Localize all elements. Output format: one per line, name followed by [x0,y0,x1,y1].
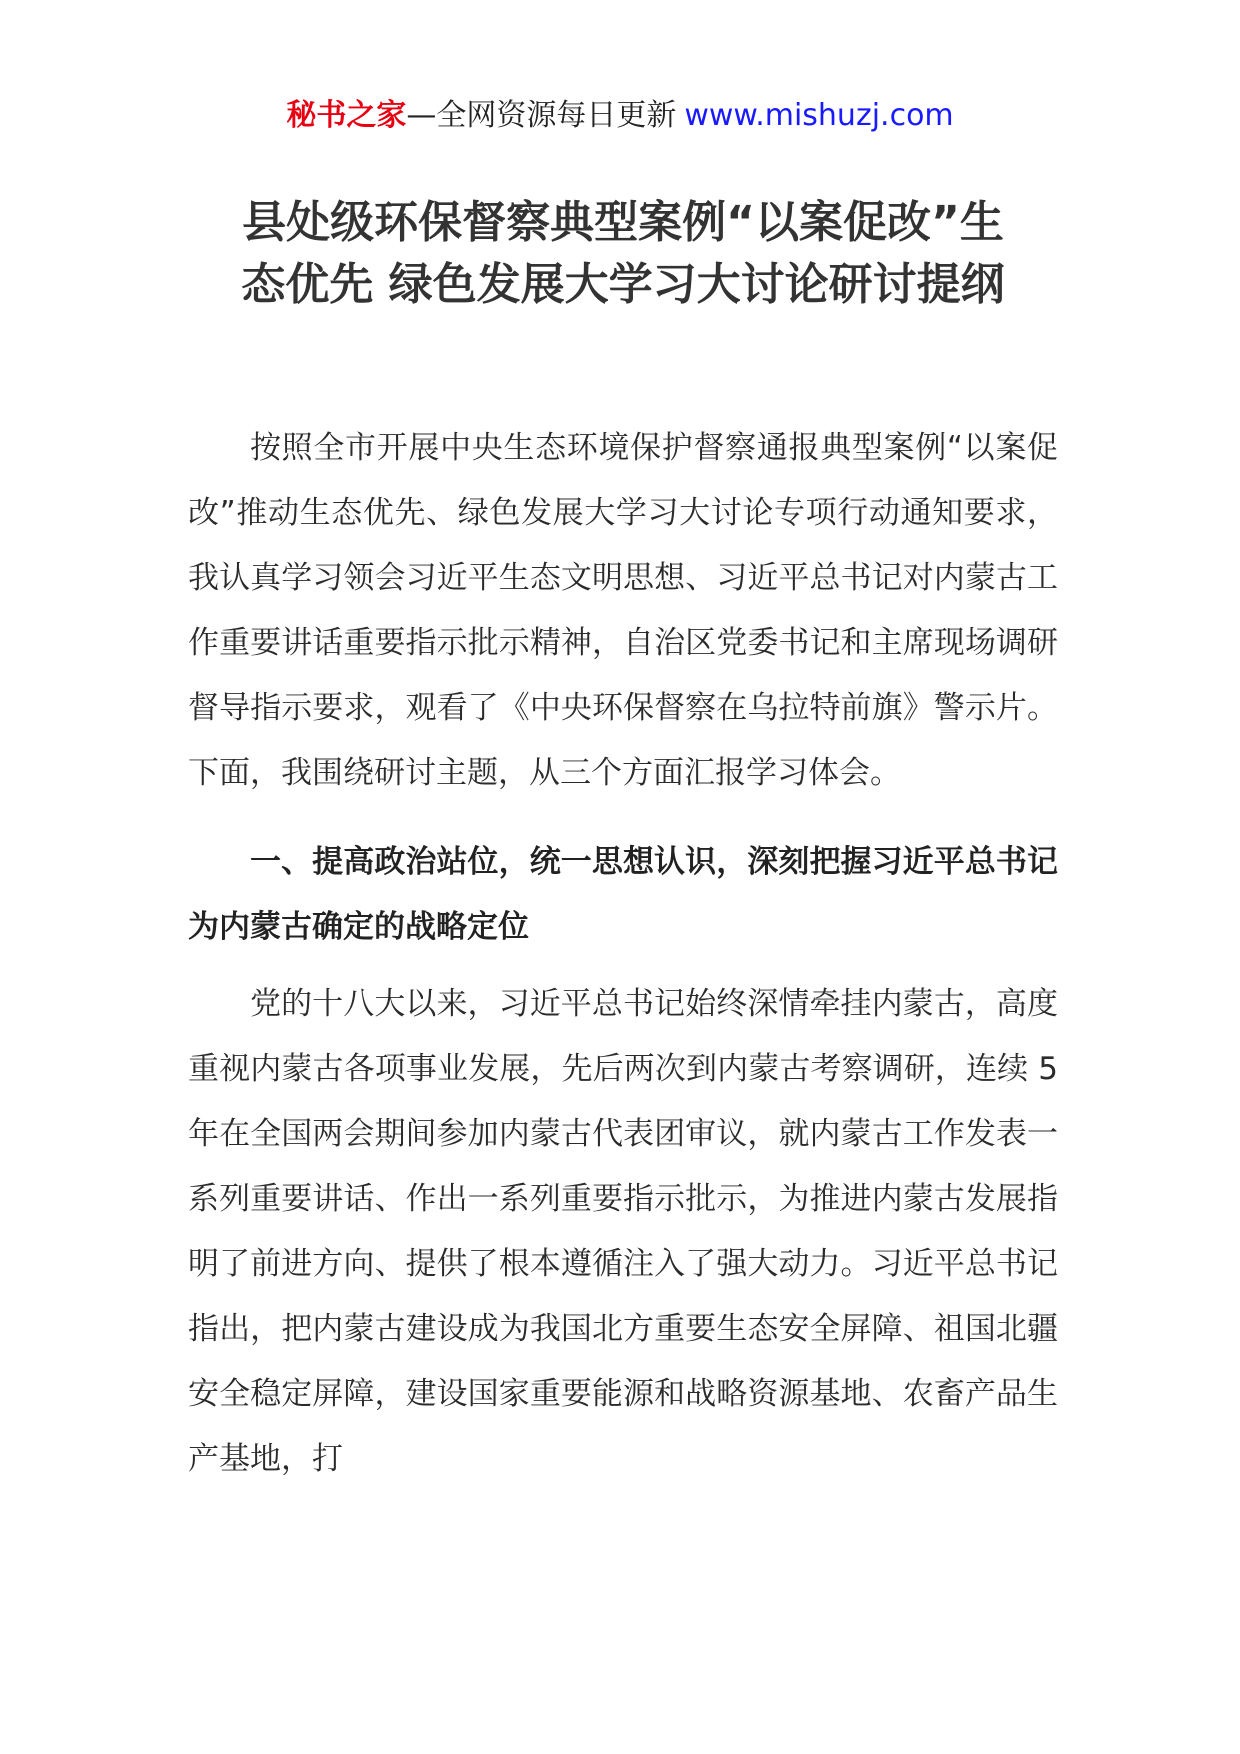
section-1-heading: 一、提高政治站位，统一思想认识，深刻把握习近平总书记为内蒙古确定的战略定位 [188,844,1058,945]
site-tagline: —全网资源每日更新 [406,98,677,133]
intro-paragraph: 按照全市开展中央生态环境保护督察通报典型案例“以案促改”推动生态优先、绿色发展大学习大讨论专项行动通知要求，我认真学习领会习近平生态文明思想、习近平总书记对内蒙古工作重要讲话重要指示批示精神，自治区党委书记和主席现场调研督导指示要求，观看了《中央环保督察在乌拉特前旗》警示片。下面，我围绕研讨主题，从三个方面汇报学习体会。 [188,430,1058,791]
section-1-paragraph: 党的十八大以来，习近平总书记始终深情牵挂内蒙古，高度重视内蒙古各项事业发展，先后两次到内蒙古考察调研，连续 5 年在全国两会期间参加内蒙古代表团审议，就内蒙古工作发表一系列重要讲话、作出一系列重要指示批示，为推进内蒙古发展指明了前进方向、提供了根本遵循注入了强大动力。习近平总书记指出，把内蒙古建设成为我国北方重要生态安全屏障、祖国北疆安全稳定屏障，建设国家重要能源和战略资源基地、农畜产品生产基地，打 [188,986,1058,1477]
title-line-1: 县处级环保督察典型案例“以案促改”生 [242,197,1004,248]
site-name: 秘书之家 [286,98,407,133]
site-url-link[interactable]: www.mishuzj.com [684,98,954,133]
title-line-2: 态优先 绿色发展大学习大讨论研讨提纲 [241,259,1005,310]
site-header [0,96,1240,136]
document-body [188,416,1058,1492]
document-title [188,192,1058,316]
